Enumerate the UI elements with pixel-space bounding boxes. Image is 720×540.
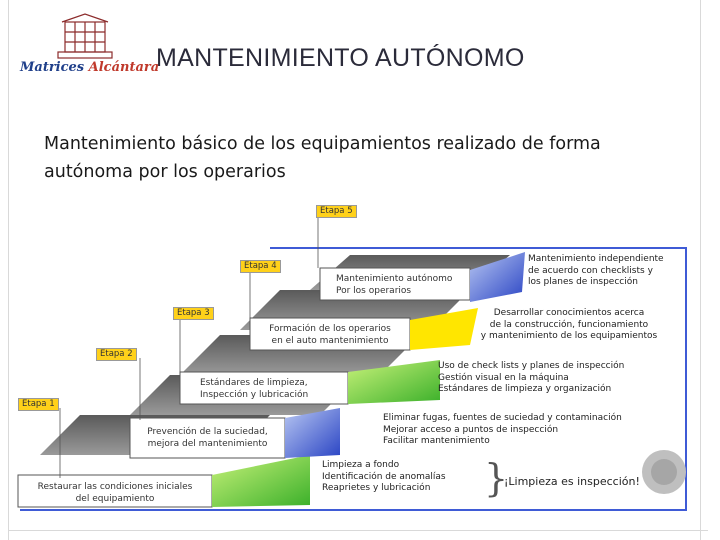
- slide-title: MANTENIMIENTO AUTÓNOMO: [156, 44, 525, 72]
- stage-3-label: Etapa 3: [173, 307, 214, 320]
- stage-4-label: Etapa 4: [240, 260, 281, 273]
- stage-5-step-text: Mantenimiento autónomo Por los operarios: [336, 274, 453, 296]
- stage-4-notes: Desarrollar conocimientos acerca de la construcción, funcionamiento y mantenimiento de los equipamientos: [480, 308, 658, 341]
- step-2-side: [285, 408, 340, 458]
- brace-symbol: }: [484, 456, 509, 500]
- stage-5-notes: Mantenimiento independiente de acuerdo con checklists y los planes de inspección: [528, 254, 664, 287]
- stage-1-notes: Limpieza a fondo Identificación de anomalías Reaprietes y lubricación: [322, 460, 446, 493]
- stage-5-label: Etapa 5: [316, 205, 357, 218]
- logo-word-1: Matrices: [20, 60, 85, 75]
- stage-3-step-text: Estándares de limpieza, Inspección y lubricación: [200, 378, 309, 400]
- stage-2-notes: Eliminar fugas, fuentes de suciedad y contaminación Mejorar acceso a puntos de inspección Facilitar mantenimiento: [383, 413, 622, 446]
- stage-2-step-text: Prevención de la suciedad, mejora del mantenimiento: [147, 427, 268, 449]
- stage-3-notes: Uso de check lists y planes de inspección Gestión visual en la máquina Estándares de limpieza y organización: [438, 361, 625, 394]
- slide-subtitle: Mantenimiento básico de los equipamientos realizado de forma autónoma por los operarios: [44, 134, 601, 182]
- decorative-circle-inner: [651, 459, 677, 485]
- stage-4-step-text: Formación de los operarios en el auto mantenimiento: [269, 324, 391, 346]
- stage-1-label: Etapa 1: [18, 398, 59, 411]
- slogan-text: ¡Limpieza es inspección!: [504, 475, 640, 488]
- stage-1-step-text: Restaurar las condiciones iniciales del equipamiento: [37, 482, 193, 504]
- stage-2-label: Etapa 2: [96, 348, 137, 361]
- logo-word-2: Alcántara: [88, 60, 160, 75]
- step-1-side: [212, 455, 310, 507]
